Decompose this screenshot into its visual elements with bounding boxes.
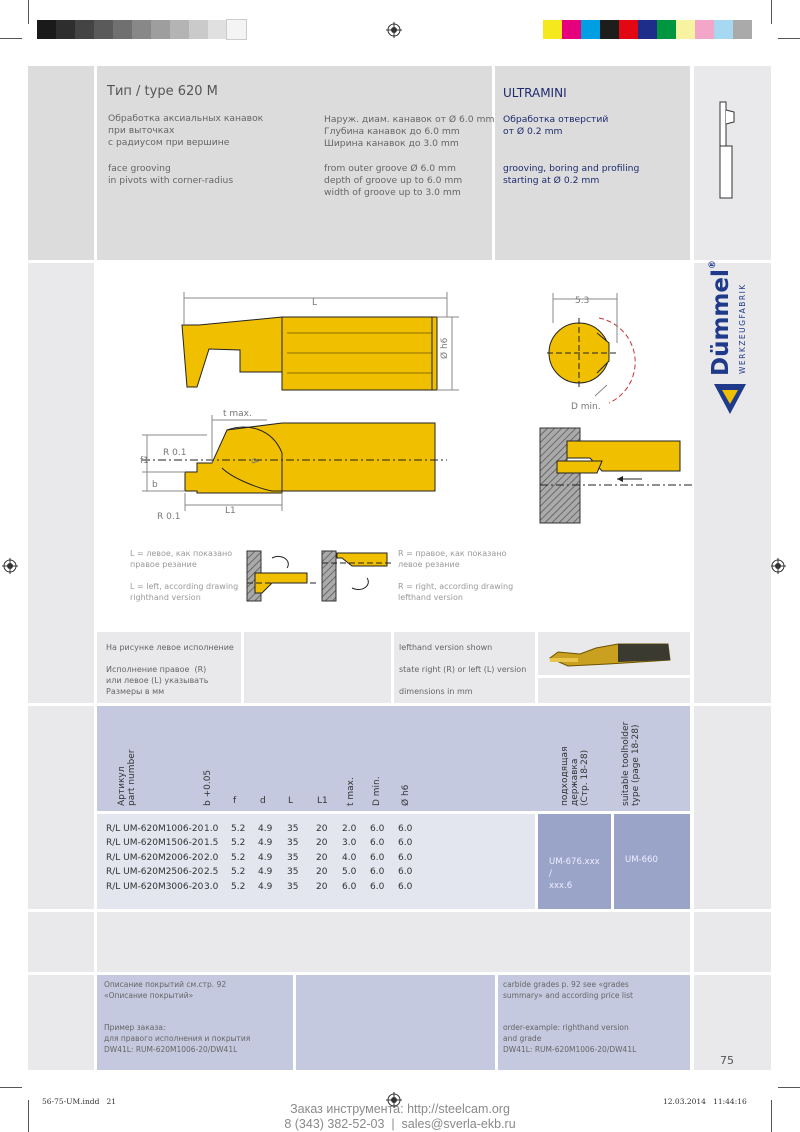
table-left-margin [28, 706, 94, 909]
spacer-left [28, 912, 94, 972]
dim-dh6: Ø h6 [440, 337, 450, 359]
part-number: R/L UM-620M3006-20 [106, 882, 204, 892]
dim-f1: f1 [140, 456, 149, 466]
footer-middle-panel [296, 975, 495, 1070]
series-title: ULTRAMINI [503, 86, 567, 100]
description-en: face grooving in pivots with corner-radius [108, 163, 234, 187]
page-number: 75 [720, 1054, 734, 1067]
legend-right-drawing [322, 551, 392, 601]
page-title: Тип / type 620 M [107, 84, 218, 99]
registration-mark-right [770, 558, 786, 574]
tool-end-view [547, 293, 635, 403]
spacer-right [694, 912, 771, 972]
table-right-margin [694, 706, 771, 909]
contact-phone-email[interactable]: 8 (343) 382-52-03 | sales@sverla-ekb.ru [284, 1117, 516, 1131]
header-l: L [288, 796, 294, 806]
print-file-info: 56-75-UM.indd 21 [42, 1097, 117, 1106]
section-view [540, 428, 692, 523]
registration-mark-left [2, 558, 18, 574]
header-dmin: D min. [372, 776, 382, 806]
specs-en: from outer groove Ø 6.0 mm depth of groove up to 6.0 mm width of groove up to 3.0 mm [324, 163, 463, 199]
series-desc-en: grooving, boring and profiling starting at Ø 0.2 mm [503, 163, 640, 187]
part-number: R/L UM-620M1006-20 [106, 824, 204, 834]
series-desc-ru: Обработка отверстий от Ø 0.2 mm [503, 114, 609, 138]
dim-l: L [312, 298, 318, 308]
spacer-band [97, 912, 690, 972]
dummel-logo-icon [712, 382, 748, 416]
header-left-margin [28, 66, 94, 260]
header-f: f [233, 796, 237, 806]
notes-ru: На рисунке левое исполнение Исполнение правое (R) или левое (L) указывать Размеры в мм [106, 643, 234, 696]
specs-ru: Наруж. диам. канавок от Ø 6.0 mm Глубина канавок до 6.0 mm Ширина канавок до 3.0 mm [324, 114, 495, 150]
header-b: b +0.05 [203, 769, 213, 806]
brand-sub: WERKZEUGFABRIK [738, 283, 747, 374]
tool-side-view [142, 415, 447, 511]
header-holder-en: suitable toolholder type (page 18-28) [621, 721, 641, 806]
header-tmax: t max. [346, 777, 356, 806]
dim-l1: L1 [225, 506, 236, 516]
part-number: R/L UM-620M1506-20 [106, 838, 204, 848]
legend-left: L = левое, как показано правое резание L = left, according drawing righthand version [130, 549, 239, 602]
drawing-left-margin [28, 263, 94, 703]
tool-top-view [182, 292, 459, 390]
header-dh6: Ø h6 [401, 784, 411, 806]
brand-name: Dümmel® [708, 260, 734, 376]
print-date-info: 12.03.2014 11:44:16 [663, 1097, 747, 1106]
header-holder-ru: подходящая державка (Стр. 18-28) [560, 746, 590, 806]
contact-order-url[interactable]: Заказ инструмента: http://steelcam.org [290, 1102, 510, 1116]
header-d: d [260, 796, 266, 806]
footer-notes-en: carbide grades p. 92 see «grades summary» and according price list order-example: righthand version and grade DW41L: RUM-620M1006-20/DW41L [503, 980, 637, 1054]
table-header [97, 706, 690, 811]
notes-middle-panel [244, 632, 391, 703]
header-l1: L1 [317, 796, 328, 806]
legend-right: R = правое, как показано левое резание R = right, according drawing lefthand version [398, 549, 514, 602]
part-number: R/L UM-620M2006-20 [106, 853, 204, 863]
registration-mark-top [386, 22, 402, 38]
footer-notes-ru: Описание покрытий см.стр. 92 «Описание покрытий» Пример заказа: для правого исполнения и покрытия DW41L: RUM-620M1006-20/DW41L [104, 980, 251, 1054]
holder-ru: UM-676.xxx / xxx.6 [549, 857, 600, 892]
dim-r01-top: R 0.1 [163, 448, 187, 458]
part-number: R/L UM-620M2506-20 [106, 867, 204, 877]
dim-r01-bottom: R 0.1 [157, 512, 181, 522]
legend-left-drawing [247, 551, 317, 601]
photo-panel-lower [538, 678, 690, 703]
dim-d: d [248, 456, 260, 466]
dim-tmax: t max. [223, 409, 252, 419]
dim-b: b [152, 480, 158, 490]
dim-53: 5.3 [575, 296, 590, 306]
notes-en: lefthand version shown state right (R) or left (L) version dimensions in mm [399, 643, 527, 696]
boring-bar-icon [712, 100, 742, 200]
dim-dmin: D min. [571, 402, 601, 412]
tool-photo [548, 638, 673, 670]
holder-en: UM-660 [625, 855, 658, 865]
header-part-number: Артикул part number [117, 749, 137, 806]
description-ru: Обработка аксиальных канавок при выточках с радиусом при вершине [108, 113, 264, 149]
footer-left-margin [28, 975, 94, 1070]
